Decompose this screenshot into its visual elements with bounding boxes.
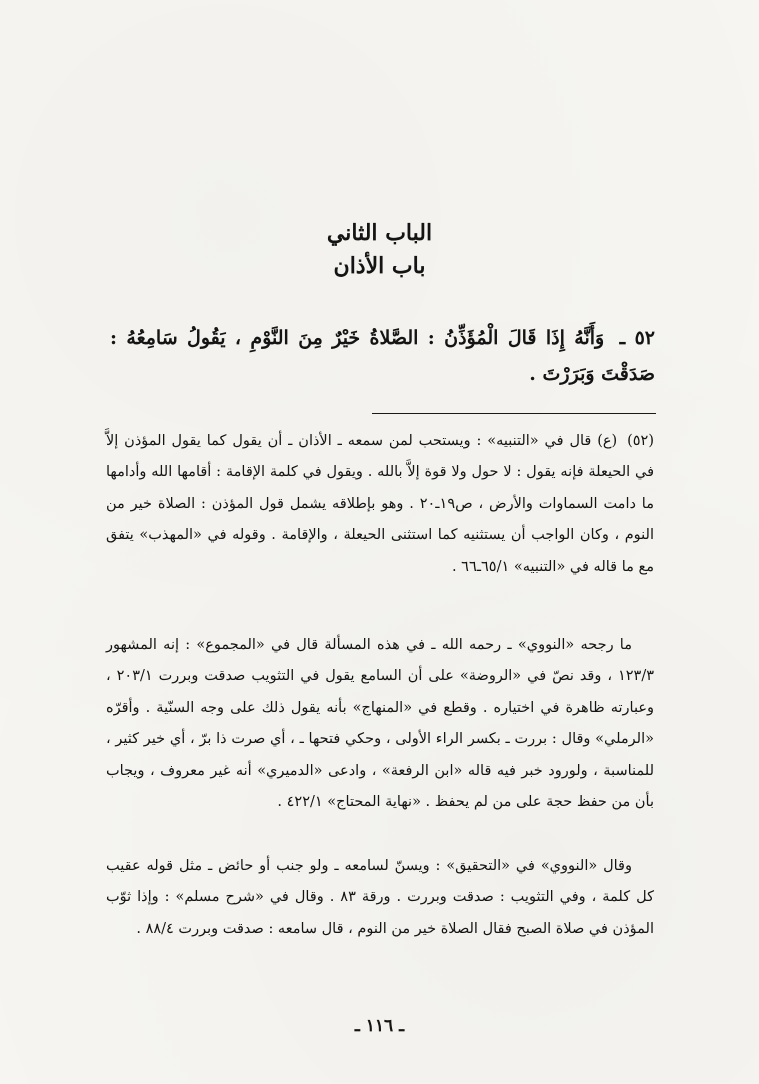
main-text	[110, 320, 655, 392]
footnote-paragraph-3: وقال «النووي» في «التحقيق» : ويسنّ لسامعه ـ ولو جنب أو حائض ـ مثل قوله عقيب كل كلمة ، وفي التثويب : صدقت وبررت . ورقة ٨٣ . وقال في «شرح مسلم» : وإذا ثوّب المؤذن في صلاة الصبح فقال الصلاة خير من النوم ، قال سامعه : صدقت وبررت ٨٨/٤ .	[106, 858, 654, 937]
footnote-divider	[372, 413, 656, 414]
matn-number: ٥٢ ـ	[619, 327, 655, 349]
page-number: ـ ١١٦ ـ	[354, 1016, 405, 1036]
footnote-text-1: (ع) قال في «التنبيه» : ويستحب لمن سمعه ـ الأذان ـ أن يقول كما يقول المؤذن إلاَّ في الحيعلة فإنه يقول : لا حول ولا قوة إلاَّ بالله . ويقول في كلمة الإقامة : أقامها الله وأدامها ما دامت السماوات والأرض ، ص١٩ـ٢٠ . وهو بإطلاقه يشمل قول المؤذن : الصلاة خير من النوم ، وكان الواجب أن يستثنيه كما استثنى الحيعلة ، والإقامة . وقوله في «المهذب» يتفق مع ما قاله في «التنبيه» ٦٥/١ـ٦٦ .	[106, 433, 654, 575]
footnote-paragraph-1	[106, 426, 654, 583]
chapter-subtitle: باب الأذان	[333, 253, 426, 279]
matn-text: وَأَنَّهُ إِذَا قَالَ الْمُؤَذِّنُ : الصَّلاةُ خَيْرٌ مِنَ النَّوْمِ ، يَقُولُ سَامِعُهُ : صَدَقْتَ وَبَرَرْتَ .	[110, 327, 655, 385]
chapter-title: الباب الثاني	[326, 220, 433, 246]
footnote-paragraph-2: ما رجحه «النووي» ـ رحمه الله ـ في هذه المسألة قال في «المجموع» : إنه المشهور ١٢٣/٣ ، وقد نصّ في «الروضة» على أن السامع يقول في التثويب صدقت وبررت ٢٠٣/١ ، وعبارته ظاهرة في اختياره . وقطع في «المنهاج» بأنه يقول ذلك على وجه السنّية . وأقرّه «الرملي» وقال : بررت ـ بكسر الراء الأولى ، وحكي فتحها ـ ، أي صرت ذا برّ ، أي خير كثير ، للمناسبة ، ولورود خبر فيه قاله «ابن الرفعة» ، وادعى «الدميري» أنه غير معروف ، ويجاب بأن من حفظ حجة على من لم يحفظ . «نهاية المحتاج» ٤٢٢/١ .	[106, 637, 654, 811]
footnote-number: (٥٢)	[627, 433, 654, 449]
